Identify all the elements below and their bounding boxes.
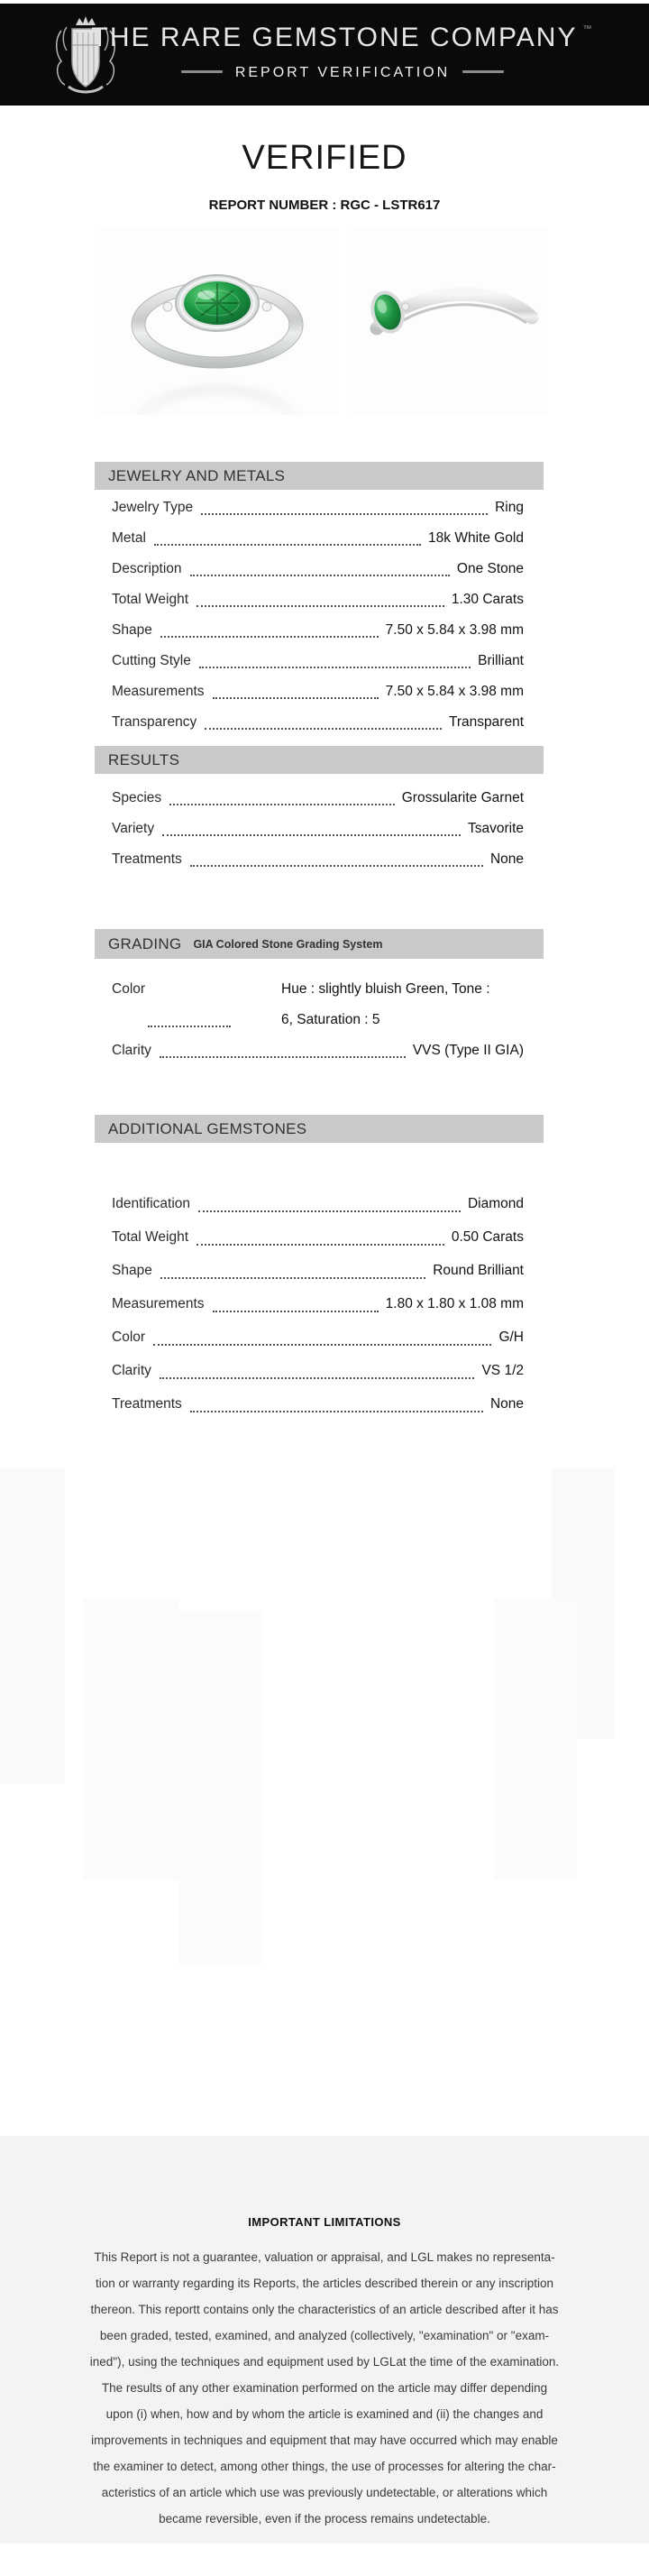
- color-value-line1: Hue : slightly bluish Green, Tone :: [281, 981, 490, 997]
- dotted-leader: [190, 865, 483, 867]
- table-row: [112, 523, 524, 554]
- row-value: None: [489, 851, 524, 867]
- ring-front-photo: [96, 227, 339, 415]
- masthead-text: [54, 4, 631, 106]
- jewelry-table: [95, 492, 544, 738]
- limitations-line: became reversible, even if the process remains undetectable.: [159, 2512, 490, 2525]
- color-value-line2: 6, Saturation : 5: [281, 1012, 380, 1027]
- faint-placeholder: [494, 1598, 577, 1880]
- row-value: 7.50 x 5.84 x 3.98 mm: [385, 622, 524, 638]
- grading-table: [95, 974, 544, 1066]
- faint-placeholder: [0, 1468, 65, 1784]
- limitations-line: upon (i) when, how and by whom the article is examined and (ii) the changes and: [105, 2407, 544, 2421]
- row-value: 1.80 x 1.80 x 1.08 mm: [385, 1296, 524, 1311]
- row-value: VVS (Type II GIA): [412, 1043, 524, 1058]
- limitations-line: ined"), using the techniques and equipment used by LGLat the time of the examination.: [89, 2355, 560, 2369]
- table-row: [112, 783, 524, 814]
- row-label: Metal: [112, 530, 146, 546]
- limitations-line: tion or warranty regarding its Reports, the articles described therein or any inscription: [96, 2277, 553, 2290]
- row-label: Measurements: [112, 684, 205, 699]
- row-label: Identification: [112, 1196, 191, 1211]
- table-row: [112, 1354, 524, 1387]
- important-limitations-section: [0, 2136, 649, 2544]
- section-header-additional-gemstones: [95, 1115, 544, 1143]
- row-label: Clarity: [112, 1363, 151, 1378]
- table-row: [112, 676, 524, 707]
- dotted-leader: [169, 804, 395, 805]
- section-header-results: [95, 746, 544, 774]
- dotted-leader: [197, 1244, 444, 1246]
- dotted-leader: [190, 575, 450, 576]
- row-label: Clarity: [112, 1043, 151, 1058]
- section-title: GRADING: [108, 934, 182, 952]
- dotted-leader: [160, 1277, 425, 1279]
- row-value: Diamond: [467, 1196, 524, 1211]
- dotted-leader: [160, 1056, 406, 1058]
- row-label: Treatments: [112, 851, 182, 867]
- row-value: VS 1/2: [481, 1363, 524, 1378]
- subtitle-dash-left: [181, 70, 223, 73]
- dotted-leader: [160, 636, 379, 638]
- limitations-line: improvements in techniques and equipment that may have occurred which may enable: [91, 2433, 558, 2447]
- row-label: Species: [112, 790, 162, 805]
- row-label: Cutting Style: [112, 653, 191, 668]
- table-row: [112, 492, 524, 523]
- row-label: Color: [112, 981, 146, 997]
- dotted-leader: [199, 667, 471, 668]
- row-value: 18k White Gold: [428, 530, 524, 546]
- table-row: [112, 584, 524, 615]
- limitations-line: This Report is not a guarantee, valuation or appraisal, and LGL makes no representa-: [94, 2250, 555, 2264]
- limitations-line: thereon. This reportt contains only the characteristics of an article described after it has: [90, 2303, 559, 2316]
- faint-placeholder: [178, 1611, 263, 1966]
- table-row: [112, 1387, 524, 1421]
- ring-photos: [96, 227, 557, 415]
- report-number: REPORT NUMBER : RGC - LSTR617: [208, 198, 441, 213]
- row-value: One Stone: [456, 561, 524, 576]
- row-label: Variety: [112, 821, 155, 836]
- dotted-leader: [213, 1311, 379, 1312]
- trademark-symbol: ™: [582, 24, 594, 34]
- table-row: [112, 1320, 524, 1354]
- section-title: JEWELRY AND METALS: [108, 466, 286, 484]
- table-row: [112, 974, 524, 1035]
- dotted-leader: [154, 544, 421, 546]
- additional-gemstones-table: [95, 1187, 544, 1421]
- dotted-leader: [198, 1210, 461, 1212]
- dotted-leader: [148, 1026, 231, 1027]
- table-row: [112, 1035, 524, 1066]
- masthead: [0, 4, 649, 106]
- row-value: G/H: [498, 1329, 524, 1345]
- section-subtitle: GIA Colored Stone Grading System: [193, 937, 383, 951]
- row-label: Total Weight: [112, 1229, 189, 1245]
- dotted-leader: [162, 834, 461, 836]
- section-title: ADDITIONAL GEMSTONES: [108, 1119, 307, 1137]
- section-title: RESULTS: [108, 750, 180, 768]
- ring-side-photo: [352, 227, 548, 415]
- table-row: [112, 646, 524, 676]
- limitations-line: acteristics of an article which use was previously undetectable, or alterations which: [101, 2486, 548, 2499]
- row-value: 0.50 Carats: [451, 1229, 524, 1245]
- table-row: [112, 1187, 524, 1220]
- row-value: Ring: [495, 500, 524, 515]
- subtitle-dash-right: [462, 70, 504, 73]
- dotted-leader: [201, 513, 488, 515]
- row-label: Treatments: [112, 1396, 182, 1412]
- row-label: Total Weight: [112, 592, 189, 607]
- row-label: Jewelry Type: [112, 500, 194, 515]
- table-row: [112, 707, 524, 738]
- row-label: Transparency: [112, 714, 197, 730]
- limitations-line: the examiner to detect, among other things, the use of processes for altering the char-: [93, 2460, 556, 2473]
- row-label: Shape: [112, 1263, 152, 1278]
- table-row: [112, 1287, 524, 1320]
- company-name-text: THE RARE GEMSTONE COMPANY: [91, 23, 578, 52]
- dotted-leader: [153, 1344, 491, 1346]
- row-value: Tsavorite: [467, 821, 524, 836]
- dotted-leader: [190, 1411, 483, 1412]
- faint-placeholder: [83, 1598, 178, 1880]
- results-table: [95, 783, 544, 875]
- row-value: Round Brilliant: [433, 1263, 524, 1278]
- row-value: Grossularite Garnet: [401, 790, 524, 805]
- dotted-leader: [160, 1377, 475, 1379]
- limitations-line: been graded, tested, examined, and analyzed (collectively, "examination" or "exam-: [99, 2329, 550, 2342]
- limitations-title: IMPORTANT LIMITATIONS: [248, 2215, 401, 2229]
- row-value: Transparent: [449, 714, 524, 730]
- masthead-subtitle: [54, 65, 631, 81]
- row-value: 1.30 Carats: [451, 592, 524, 607]
- row-value: None: [489, 1396, 524, 1412]
- table-row: [112, 844, 524, 875]
- dotted-leader: [197, 605, 444, 607]
- limitations-paragraph: [0, 2244, 649, 2532]
- row-value: [281, 974, 489, 1035]
- row-label: Measurements: [112, 1296, 205, 1311]
- company-name: [54, 23, 631, 53]
- table-row: [112, 1220, 524, 1254]
- row-label: Shape: [112, 622, 152, 638]
- dotted-leader: [213, 697, 379, 699]
- section-header-jewelry-and-metals: [95, 462, 544, 490]
- table-row: [112, 814, 524, 844]
- table-row: [112, 615, 524, 646]
- row-value: 7.50 x 5.84 x 3.98 mm: [385, 684, 524, 699]
- table-row: [112, 1254, 524, 1287]
- verified-status: VERIFIED: [242, 139, 407, 177]
- table-row: [112, 554, 524, 584]
- dotted-leader: [205, 728, 442, 730]
- row-label: Description: [112, 561, 182, 576]
- row-value: Brilliant: [478, 653, 524, 668]
- limitations-line: The results of any other examination performed on the article may differ depending: [101, 2381, 548, 2395]
- row-label: Color: [112, 1329, 146, 1345]
- subtitle-text: REPORT VERIFICATION: [234, 65, 451, 80]
- section-header-grading: [95, 929, 544, 959]
